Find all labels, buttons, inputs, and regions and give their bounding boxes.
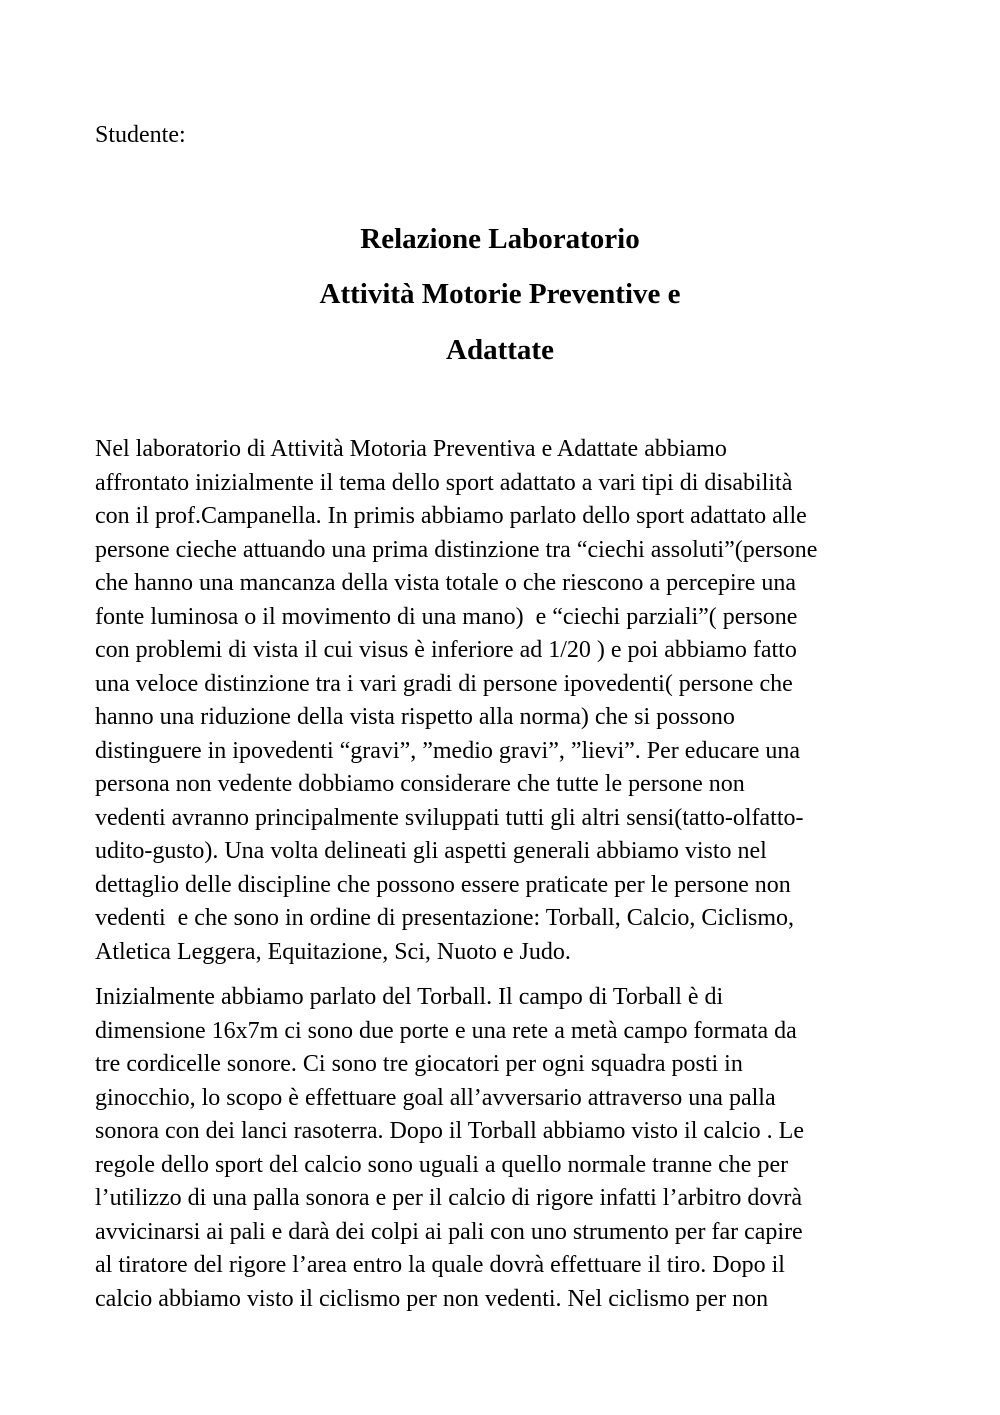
text-line: ginocchio, lo scopo è effettuare goal all’avversario attraverso una palla: [95, 1084, 776, 1111]
text-line: persone cieche attuando una prima distinzione tra “ciechi assoluti”(persone: [95, 536, 818, 563]
title-line-2: Attività Motorie Preventive e: [319, 278, 681, 310]
text-line: l’utilizzo di una palla sonora e per il calcio di rigore infatti l’arbitro dovrà: [95, 1185, 803, 1211]
text-line: Nel laboratorio di Attività Motoria Preventiva e Adattate abbiamo: [95, 436, 727, 462]
title-line-1: Relazione Laboratorio: [360, 223, 640, 255]
paragraph-2: [95, 981, 925, 1316]
text-line: vedenti e che sono in ordine di presentazione: Torball, Calcio, Ciclismo,: [95, 905, 795, 931]
text-line: calcio abbiamo visto il ciclismo per non vedenti. Nel ciclismo per non: [95, 1285, 769, 1312]
paragraph-1: [95, 433, 925, 969]
student-label: Studente:: [95, 122, 186, 148]
text-line: tre cordicelle sonore. Ci sono tre giocatori per ogni squadra posti in: [95, 1051, 743, 1077]
text-line: Atletica Leggera, Equitazione, Sci, Nuoto e Judo.: [95, 938, 571, 965]
text-line: Inizialmente abbiamo parlato del Torball. Il campo di Torball è di: [95, 984, 724, 1010]
text-line: una veloce distinzione tra i vari gradi di persone ipovedenti( persone che: [95, 670, 793, 697]
text-line: affrontato inizialmente il tema dello sport adattato a vari tipi di disabilità: [95, 469, 793, 496]
text-line: vedenti avranno principalmente sviluppati tutti gli altri sensi(tatto-olfatto-: [95, 804, 804, 831]
text-line: che hanno una mancanza della vista totale o che riescono a percepire una: [95, 570, 796, 596]
text-line: udito-gusto). Una volta delineati gli aspetti generali abbiamo visto nel: [95, 838, 767, 864]
text-line: con il prof.Campanella. In primis abbiamo parlato dello sport adattato alle: [95, 503, 807, 529]
text-line: distinguere in ipovedenti “gravi”, ”medio gravi”, ”lievi”. Per educare una: [95, 737, 801, 764]
text-line: fonte luminosa o il movimento di una mano) e “ciechi parziali”( persone: [95, 603, 798, 630]
text-line: dettaglio delle discipline che possono essere praticate per le persone non: [95, 871, 791, 898]
text-line: al tiratore del rigore l’area entro la quale dovrà effettuare il tiro. Dopo il: [95, 1252, 785, 1278]
text-line: con problemi di vista il cui visus è inferiore ad 1/20 ) e poi abbiamo fatto: [95, 637, 797, 663]
text-line: hanno una riduzione della vista rispetto alla norma) che si possono: [95, 704, 735, 730]
text-line: persona non vedente dobbiamo considerare che tutte le persone non: [95, 771, 745, 797]
text-line: regole dello sport del calcio sono uguali a quello normale tranne che per: [95, 1151, 789, 1178]
title-line-3: Adattate: [446, 334, 554, 366]
text-line: dimensione 16x7m ci sono due porte e una rete a metà campo formata da: [95, 1017, 797, 1044]
text-line: sonora con dei lanci rasoterra. Dopo il Torball abbiamo visto il calcio . Le: [95, 1118, 804, 1144]
text-line: avvicinarsi ai pali e darà dei colpi ai pali con uno strumento per far capire: [95, 1218, 803, 1245]
